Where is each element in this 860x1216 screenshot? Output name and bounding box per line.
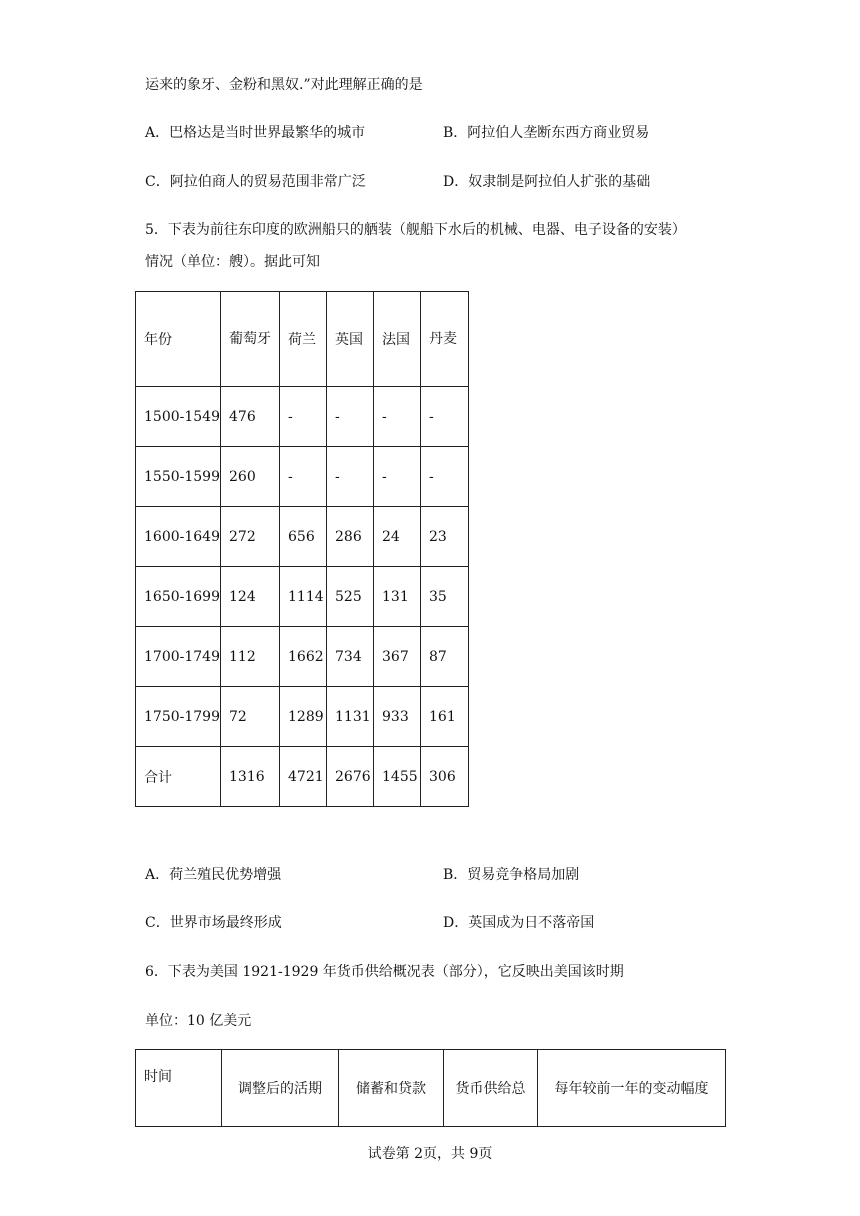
table-cell: 2676	[327, 747, 374, 807]
table-cell: 1316	[221, 747, 280, 807]
q4-option-c: C．阿拉伯商人的贸易范围非常广泛	[145, 174, 366, 190]
page-footer: 试卷第 2页，共 9页	[367, 1146, 493, 1162]
table-cell: 1114	[280, 567, 327, 627]
table-cell: 260	[221, 447, 280, 507]
table-cell: -	[374, 387, 421, 447]
table-cell: 131	[374, 567, 421, 627]
q4-option-a: A．巴格达是当时世界最繁华的城市	[145, 125, 366, 141]
table-cell: 734	[327, 627, 374, 687]
table-cell: 72	[221, 687, 280, 747]
table-row	[136, 687, 469, 747]
table-cell: 525	[327, 567, 374, 627]
q6-money-supply-table	[135, 1049, 726, 1127]
table-cell: 1455	[374, 747, 421, 807]
table-cell: 112	[221, 627, 280, 687]
table-cell: 161	[421, 687, 469, 747]
table-cell: 4721	[280, 747, 327, 807]
q5-option-c: C．世界市场最终形成	[145, 915, 282, 931]
q6-unit: 单位：10 亿美元	[145, 1013, 252, 1029]
table-cell: -	[327, 387, 374, 447]
table-total-row	[136, 747, 469, 807]
q5-stem-line1: 5．下表为前往东印度的欧洲船只的舾装（舰船下水后的机械、电器、电子设备的安装）	[145, 222, 686, 238]
q5-option-b: B．贸易竞争格局加剧	[443, 867, 580, 883]
q4-option-b: B．阿拉伯人垄断东西方商业贸易	[443, 125, 650, 141]
table-cell: 306	[421, 747, 469, 807]
table-cell: -	[280, 387, 327, 447]
table-row	[136, 447, 469, 507]
table-cell: 476	[221, 387, 280, 447]
q5-stem-line2: 情况（单位：艘）。据此可知	[145, 254, 320, 270]
table-cell: 1662	[280, 627, 327, 687]
q6-stem: 6．下表为美国 1921-1929 年货币供给概况表（部分），它反映出美国该时期	[145, 964, 624, 980]
table-cell: 286	[327, 507, 374, 567]
table-header-row	[136, 1050, 726, 1127]
table-cell: 23	[421, 507, 469, 567]
table-row	[136, 387, 469, 447]
table-cell: 1289	[280, 687, 327, 747]
table-cell: 合计	[136, 747, 221, 807]
table-header-cell: 法国	[374, 292, 421, 387]
table-header-cell: 丹麦	[421, 292, 469, 387]
table-header-cell: 货币供给总	[444, 1050, 538, 1127]
table-cell: -	[421, 447, 469, 507]
table-row	[136, 507, 469, 567]
table-header-cell: 每年较前一年的变动幅度	[538, 1050, 726, 1127]
table-cell: 656	[280, 507, 327, 567]
table-row	[136, 567, 469, 627]
table-cell: 1131	[327, 687, 374, 747]
table-cell: -	[280, 447, 327, 507]
q5-option-a: A．荷兰殖民优势增强	[145, 867, 282, 883]
table-cell: 1650-1699	[136, 567, 221, 627]
table-cell: 1750-1799	[136, 687, 221, 747]
table-header-row	[136, 292, 469, 387]
table-cell: 272	[221, 507, 280, 567]
table-cell: 124	[221, 567, 280, 627]
q5-option-d: D．英国成为日不落帝国	[443, 915, 595, 931]
table-row	[136, 627, 469, 687]
table-cell: 1550-1599	[136, 447, 221, 507]
table-header-cell: 调整后的活期	[222, 1050, 339, 1127]
table-cell: 24	[374, 507, 421, 567]
table-cell: 933	[374, 687, 421, 747]
table-header-cell: 年份	[136, 292, 221, 387]
table-header-cell: 储蓄和贷款	[339, 1050, 444, 1127]
table-cell: -	[421, 387, 469, 447]
table-header-cell: 时间	[136, 1050, 222, 1127]
table-cell: 87	[421, 627, 469, 687]
table-cell: -	[374, 447, 421, 507]
q4-option-d: D．奴隶制是阿拉伯人扩张的基础	[443, 174, 651, 190]
table-cell: 1700-1749	[136, 627, 221, 687]
q5-ship-table	[135, 291, 469, 807]
table-header-cell: 葡萄牙	[221, 292, 280, 387]
table-cell: 367	[374, 627, 421, 687]
table-header-cell: 英国	[327, 292, 374, 387]
table-cell: 35	[421, 567, 469, 627]
table-cell: 1500-1549	[136, 387, 221, 447]
q4-stem-continuation: 运来的象牙、金粉和黑奴.”对此理解正确的是	[145, 77, 423, 93]
table-cell: -	[327, 447, 374, 507]
table-cell: 1600-1649	[136, 507, 221, 567]
table-header-cell: 荷兰	[280, 292, 327, 387]
